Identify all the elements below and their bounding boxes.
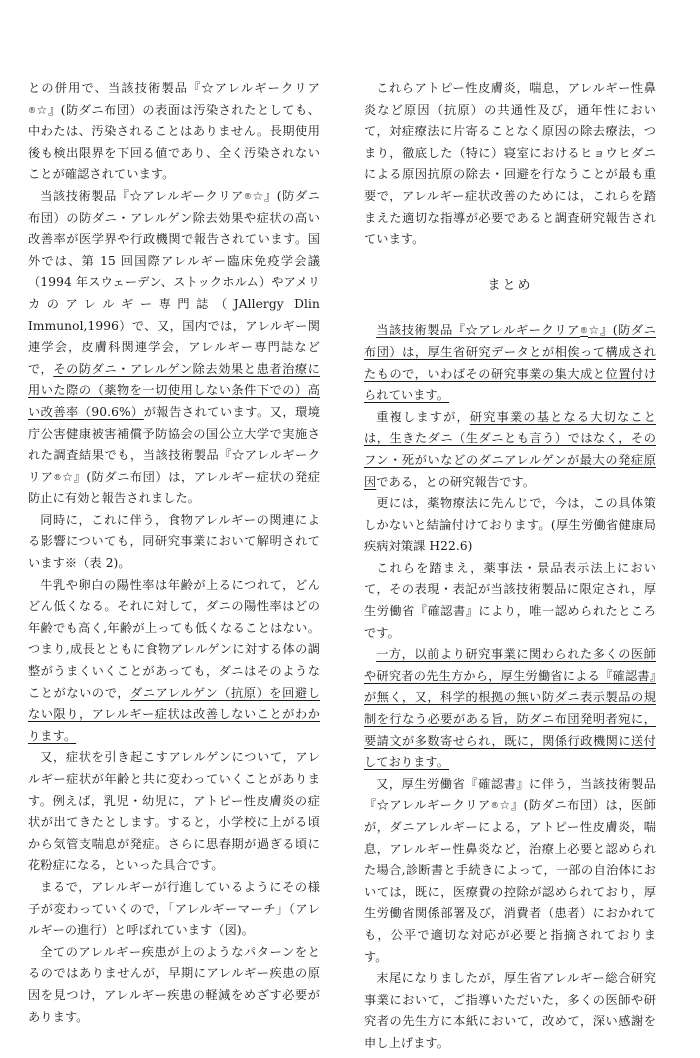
paragraph bbox=[364, 407, 656, 493]
paragraph: 同時に，これに伴う，食物アレルギーの関連による影響についても，同研究事業において解明されています※（表 2)。 bbox=[28, 512, 320, 571]
registered-mark: ® bbox=[28, 105, 37, 115]
paragraph: 全てのアレルギー疾患が上のようなパターンをとるのではありませんが，早期にアレルギー疾患の原因を見つけ，アレルギー疾患の軽減をめざす必要があります。 bbox=[28, 944, 320, 1024]
paragraph: まるで，アレルギーが行進しているようにその様子が変わっていくので，「アレルギーマーチ」（アレルギーの進行）と呼ばれています（図)。 bbox=[28, 879, 320, 938]
text-run: 又，厚生労働省『確認書』に伴う，当該技術製品『☆アレルギークリア bbox=[364, 776, 656, 813]
text-run: ☆』(防ダニ布団）の防ダニ・アレルゲン除去効果や症状の高い改善率が医学界や行政機関で報告されています。国外では、第 15 回国際アレルギー臨床免疫学会議（1994 年スウェーデン、ストックホルム）やアメリカのアレルギー専門誌（JAllergy Dlin Immunol,1996）で、又，国内では，アレルギー関連学会，皮膚科関連学会，アレルギー専門誌などで， bbox=[28, 188, 321, 376]
underlined-text: 当該技術製品『☆アレルギークリア bbox=[376, 323, 580, 338]
underlined-text: ダニアレルゲン（抗原）を回避しない限り，アレルギー症状は改善しないことがわかります。 bbox=[28, 685, 321, 743]
text-run: ☆』(防ダニ布団）は，アレルギー症状の発症防止に有効と報告されました。 bbox=[28, 469, 320, 506]
text-run: ☆』(防ダニ布団）の表面は汚染されたとしても、中わたは、汚染されることはありません。長期使用後も検出限界を下回る値であり、全く汚染されないことが確認されています。 bbox=[28, 102, 320, 182]
text-run: である，との研究報告です。 bbox=[376, 474, 536, 489]
paragraph: これらを踏まえ，薬事法・景品表示法上において，その表現・表記が当該技術製品に限定され，厚生労働省『確認書』により，唯一認められたところです。 bbox=[364, 560, 656, 640]
text-run: との併用で、当該技術製品『☆アレルギークリア bbox=[28, 81, 320, 95]
paragraph: 更には，薬物療法に先んじで，今は，この具体策しかないと結論付けております。(厚生労働省健康局疾病対策課 H22.6) bbox=[364, 496, 656, 554]
paragraph: 末尾になりましたが，厚生省アレルギー総合研究事業において，ご指導いただいた，多くの医師や研究者の先生方に本紙において，改めて，深い感謝を申し上げます。 bbox=[364, 971, 656, 1050]
text-run: ☆』(防ダニ布団）は，医師が，ダニアレルギーによる，アトピー性皮膚炎，喘息，アレルギー性鼻炎など，治療上必要と認められた場合,診断書と手続きによって，一部の自治体においては，既に，医療費の控除が認められており，厚生労働省関係部署及び，消費者（患者）におかれても，公平で適切な対応が必要と指摘されております。 bbox=[364, 798, 656, 964]
registered-mark: ® bbox=[243, 191, 253, 201]
paragraph: 又，症状を引き起こすアレルゲンについて，アレルギー症状が年齢と共に変わっていくことがあります。例えば，乳児・幼児に，アトピー性皮膚炎の症状が出てきたとします。すると，小学校に上がる頃から気管支喘息が発症。さらに思春期が過ぎる頃に花粉症になる，といった具合です。 bbox=[28, 750, 320, 873]
underlined-text: ☆』(防ダニ布団）は，厚生省研究データとが相俟って構成されたもので，いわばその研究事業の集大成と位置付けられています。 bbox=[364, 323, 657, 403]
underlined-text: 研究事業の基となる大切なことは，生きたダニ（生ダニとも言う）ではなく，そのフン・死がいなどのダニアレルゲンが最大の発症原因 bbox=[364, 409, 657, 489]
text-run: が報告されています。又，環境庁公害健康被害補償予防協会の国公立大学で実施された調査結果でも，当該技術製品『☆アレルギークリア bbox=[28, 404, 320, 484]
paragraph bbox=[364, 320, 656, 406]
underlined-text: その防ダニ・アレルゲン除去効果と患者治療に用いた際の（薬物を一切使用しない条件下での）高い改善率（90.6%） bbox=[28, 361, 320, 419]
underlined-text: 一方，以前より研究事業に関わられた多くの医師や研究者の先生方から，厚生労働省による『確認書』が無く，又，科学的根拠の無い防ダニ表示製品の規制を行なう必要がある旨，防ダニ布団発明者宛に，要請文が多数寄せられ，既に，関係行政機関に送付しております。 bbox=[364, 647, 656, 770]
paragraph bbox=[364, 644, 656, 774]
text-run: 牛乳や卵白の陽性率は年齢が上るにつれて，どんどん低くなる。それに対して，ダニの陽性率はどの年齢でも高く,年齢が上っても低くなることはない。つまり,成長とともに食物アレルゲンに対する体の調整がうまくいくことがあっても，ダニはそのようなことがないので， bbox=[28, 577, 320, 700]
paragraph bbox=[28, 575, 320, 748]
paragraph bbox=[364, 774, 656, 968]
text-run: 重複しますが， bbox=[376, 409, 470, 424]
registered-mark: ® bbox=[53, 472, 62, 482]
left-column bbox=[28, 78, 320, 1028]
paragraph: これらアトピー性皮膚炎，喘息，アレルギー性鼻炎など原因（抗原）の共通性及び，通年性において，対症療法に片寄ることなく原因の除去療法，つまり，徹底した（特に）寝室におけるヒョウヒダニによる原因抗原の除去・回避を行なうことが最も重要で，アレルギー症状改善のためには，これらを踏まえた適切な指導が必要であると調査研究報告されています。 bbox=[364, 81, 656, 247]
registered-mark: ® bbox=[579, 326, 589, 336]
paragraph bbox=[28, 78, 320, 186]
right-column bbox=[364, 78, 656, 1055]
section-heading: まとめ bbox=[487, 277, 533, 293]
registered-mark: ® bbox=[490, 801, 499, 811]
text-run: 当該技術製品『☆アレルギークリア bbox=[40, 188, 244, 203]
paragraph bbox=[28, 186, 320, 510]
